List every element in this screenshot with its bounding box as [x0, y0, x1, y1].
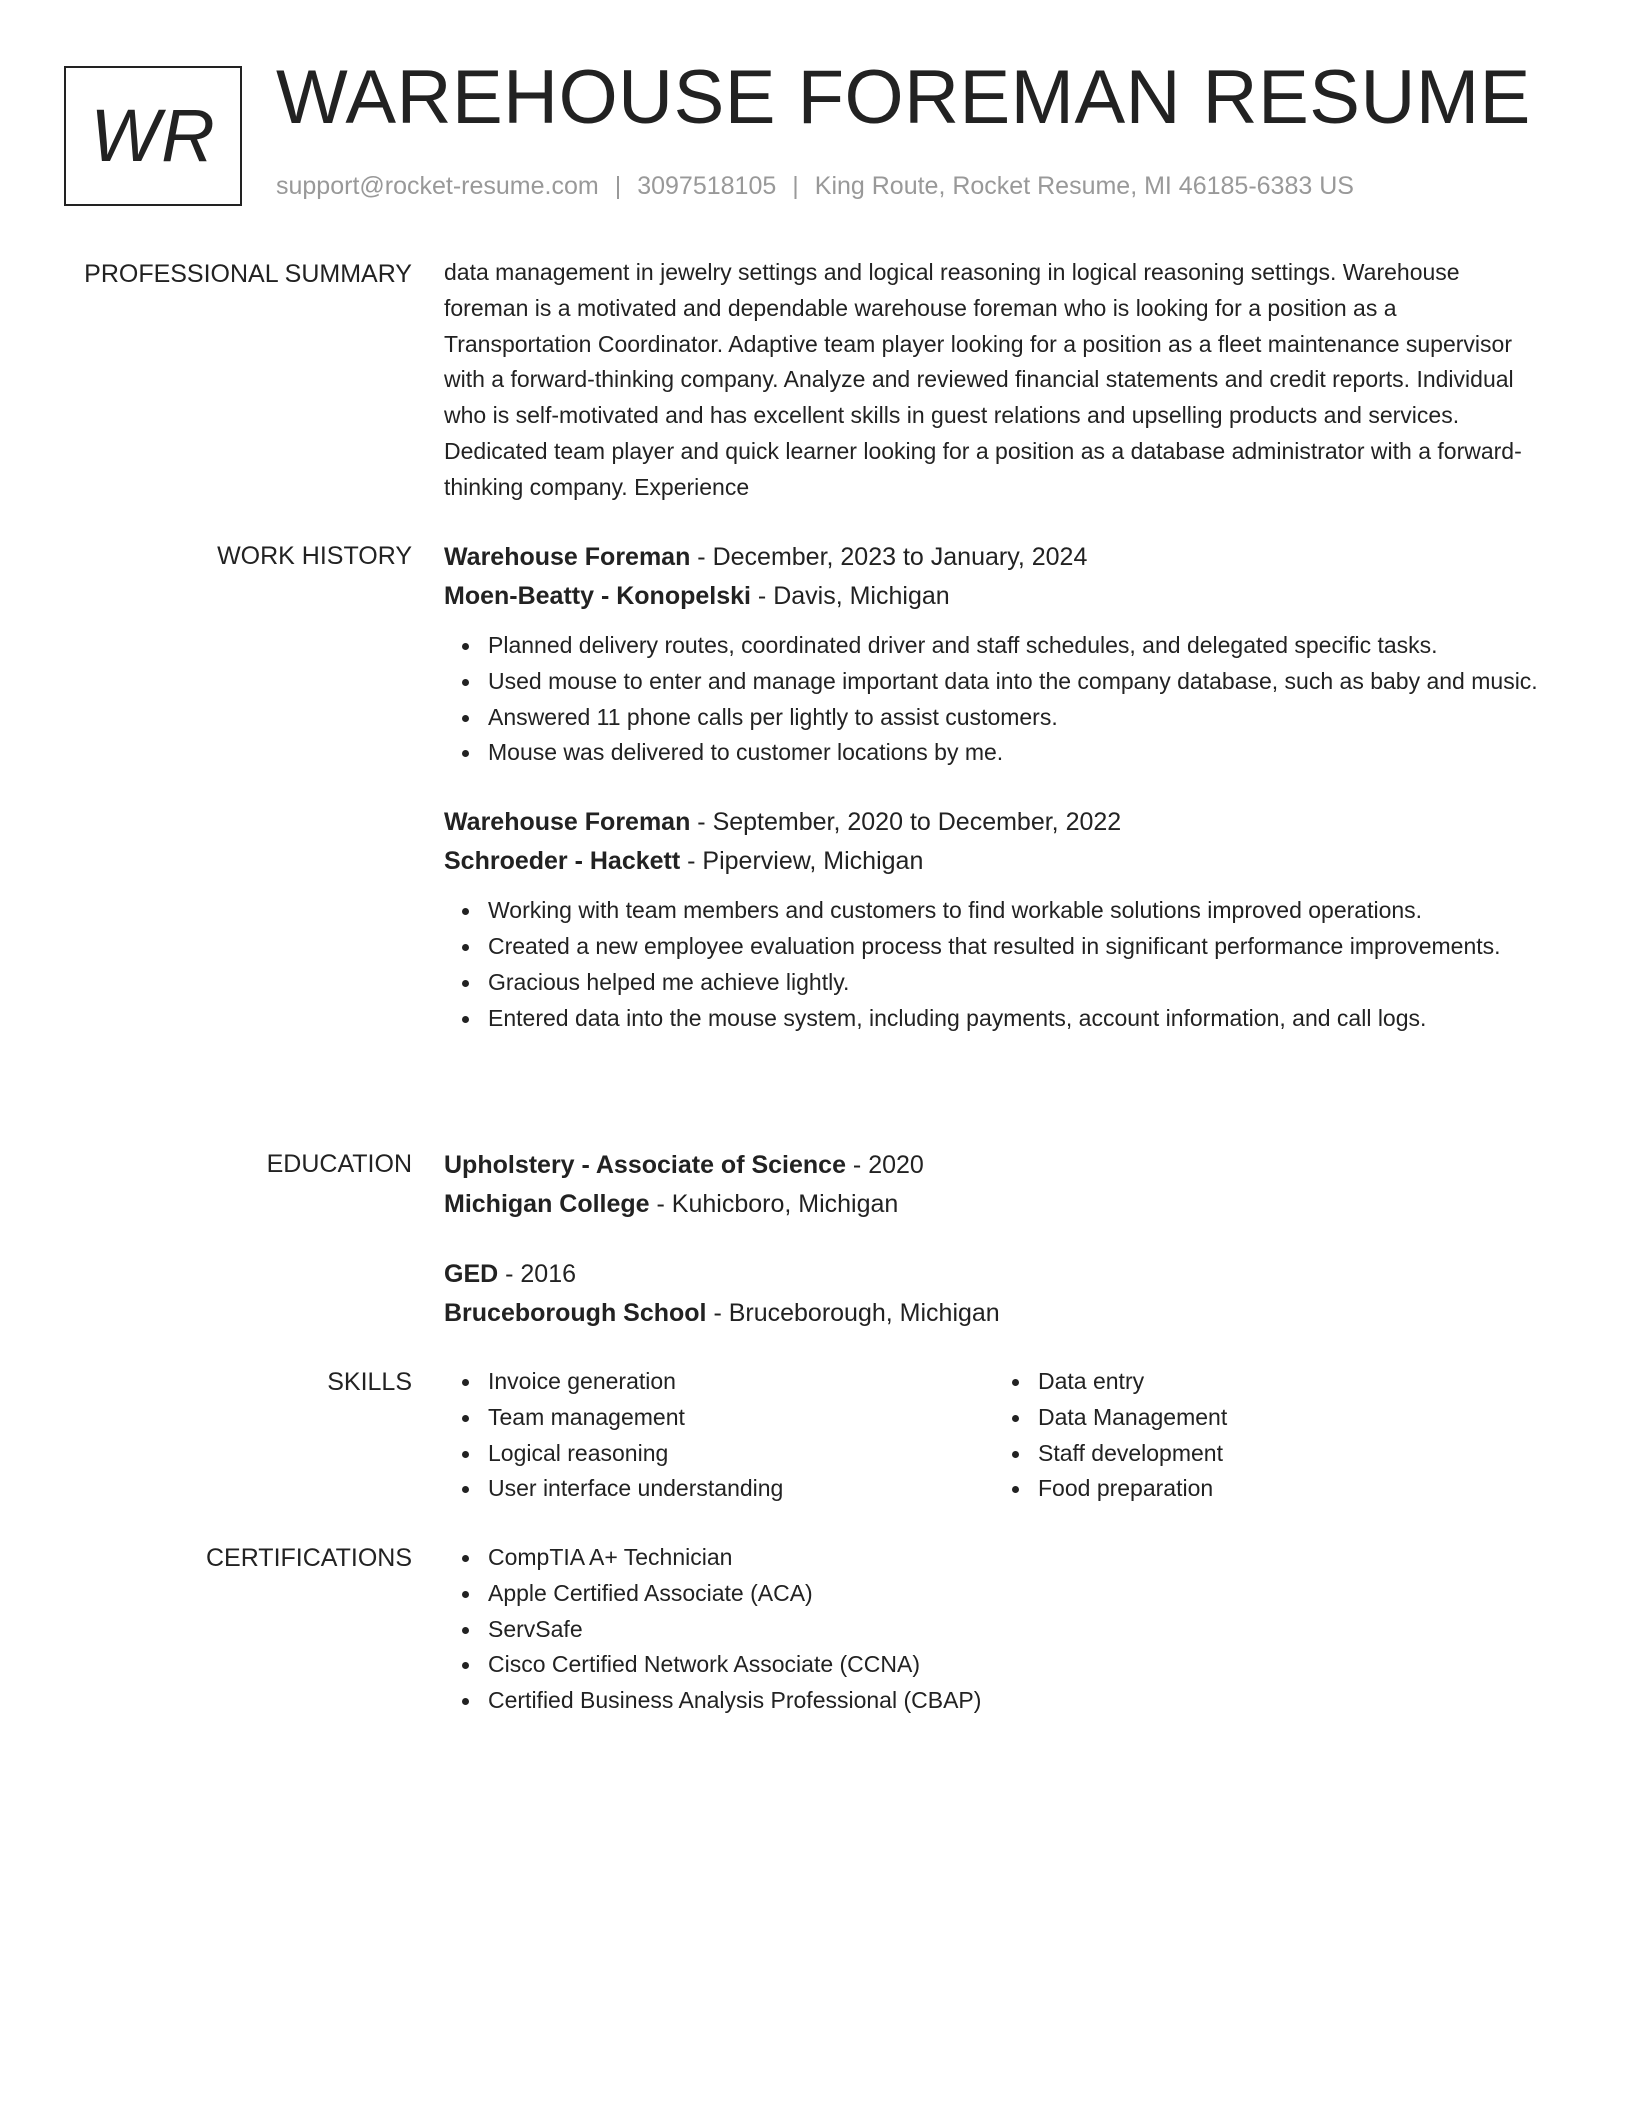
job-bullets [444, 893, 1544, 1036]
section-label-work-history: WORK HISTORY [217, 542, 412, 570]
contact-line [276, 172, 1354, 201]
section-label-education: EDUCATION [266, 1150, 412, 1178]
education-entry [444, 1146, 1544, 1224]
section-label-skills: SKILLS [327, 1368, 412, 1396]
certification-item: Apple Certified Associate (ACA) [488, 1576, 1544, 1612]
job-company: Schroeder - Hackett [444, 847, 681, 876]
education-school: Bruceborough School [444, 1299, 707, 1327]
skill-item: Invoice generation [488, 1364, 994, 1400]
skills-list-right [994, 1364, 1544, 1507]
monogram-box [64, 66, 242, 206]
education-school-line [444, 1294, 1544, 1333]
job-company: Moen-Beatty - Konopelski [444, 582, 751, 610]
section-label-certifications: CERTIFICATIONS [205, 1544, 412, 1572]
education-location: - Bruceborough, Michigan [706, 1299, 1000, 1327]
work-history-body [444, 538, 1544, 1036]
skill-item: User interface understanding [488, 1471, 994, 1507]
skills-body [444, 1364, 1544, 1507]
certification-item: Certified Business Analysis Professional (CBAP) [488, 1683, 1544, 1719]
summary-text: data management in jewelry settings and logical reasoning in logical reasoning settings. Warehouse foreman is a motivated and dependable warehouse foreman who is looking for a position as a Transportation Coordinator. Adaptive team player looking for a position as a fleet maintenance supervisor with a forward-thinking company. Analyze and reviewed financial statements and credit reports. Individual who is self-motivated and has excellent skills in guest relations and upselling products and services. Dedicated team player and quick learner looking for a position as a database administrator with a forward-thinking company. Experience [444, 259, 1522, 500]
job-bullet: Answered 11 phone calls per lightly to assist customers. [488, 700, 1544, 736]
education-degree: GED [444, 1260, 499, 1288]
job-company-line [444, 577, 1544, 616]
job-title-line [444, 803, 1544, 842]
skill-item: Staff development [1038, 1436, 1544, 1472]
job-bullet: Used mouse to enter and manage important data into the company database, such as baby and music. [488, 664, 1544, 700]
skill-item: Data Management [1038, 1400, 1544, 1436]
contact-address: King Route, Rocket Resume, MI 46185-6383 US [814, 172, 1354, 200]
education-year: - 2020 [845, 1151, 924, 1179]
job-bullet: Entered data into the mouse system, including payments, account information, and call logs. [488, 1001, 1544, 1037]
contact-email: support@rocket-resume.com [276, 172, 599, 200]
job-entry [444, 538, 1544, 771]
job-bullet: Gracious helped me achieve lightly. [488, 965, 1544, 1001]
job-dates: - September, 2020 to December, 2022 [690, 808, 1122, 837]
education-school: Michigan College [444, 1190, 650, 1218]
skill-item: Food preparation [1038, 1471, 1544, 1507]
education-degree-line [444, 1146, 1544, 1185]
certification-item: CompTIA A+ Technician [488, 1540, 1544, 1576]
skill-item: Data entry [1038, 1364, 1544, 1400]
skills-list-left [444, 1364, 994, 1507]
job-location: - Davis, Michigan [750, 582, 950, 610]
certifications-body [444, 1540, 1544, 1719]
section-label-summary: PROFESSIONAL SUMMARY [84, 260, 412, 288]
summary-body [444, 256, 1544, 506]
education-degree-line [444, 1255, 1544, 1294]
job-bullets [444, 628, 1544, 771]
job-dates: - December, 2023 to January, 2024 [690, 543, 1088, 571]
certifications-list [444, 1540, 1544, 1719]
education-entry [444, 1255, 1544, 1333]
certification-item: ServSafe [488, 1612, 1544, 1648]
job-bullet: Planned delivery routes, coordinated driver and staff schedules, and delegated specific tasks. [488, 628, 1544, 664]
skill-item: Team management [488, 1400, 994, 1436]
job-bullet: Mouse was delivered to customer locations by me. [488, 735, 1544, 771]
education-year: - 2016 [498, 1260, 577, 1288]
education-body [444, 1146, 1544, 1333]
education-school-line [444, 1185, 1544, 1224]
job-title: Warehouse Foreman [444, 808, 691, 837]
job-bullet: Created a new employee evaluation process that resulted in significant performance improvements. [488, 929, 1544, 965]
job-location: - Piperview, Michigan [680, 847, 924, 876]
job-entry [444, 803, 1544, 1036]
job-title-line [444, 538, 1544, 577]
contact-separator: | [614, 172, 622, 200]
education-location: - Kuhicboro, Michigan [649, 1190, 899, 1218]
contact-separator: | [792, 172, 799, 200]
job-bullet: Working with team members and customers to find workable solutions improved operations. [488, 893, 1544, 929]
education-degree: Upholstery - Associate of Science [444, 1151, 846, 1179]
certification-item: Cisco Certified Network Associate (CCNA) [488, 1647, 1544, 1683]
resume-title: WAREHOUSE FOREMAN RESUME [276, 55, 1531, 140]
job-company-line [444, 842, 1544, 881]
contact-phone: 3097518105 [637, 172, 777, 200]
skill-item: Logical reasoning [488, 1436, 994, 1472]
monogram-initials: WR [90, 94, 216, 177]
job-title: Warehouse Foreman [444, 543, 691, 571]
